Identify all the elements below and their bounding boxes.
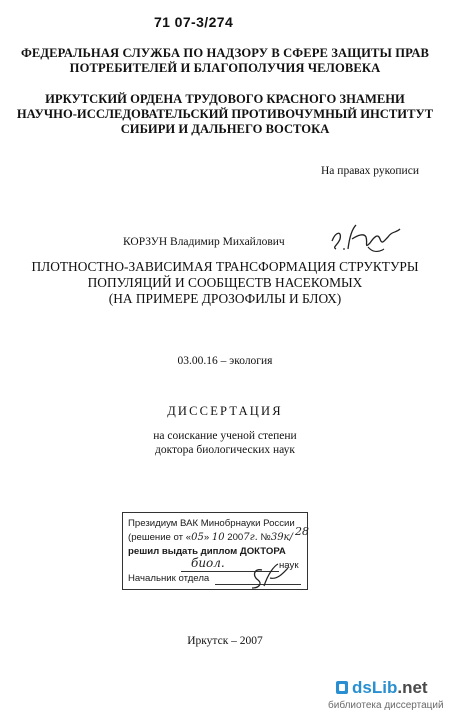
degree-line-2: доктора биологических наук — [154, 444, 295, 456]
stamp-quote: » — [203, 532, 210, 543]
dissertation-title — [0, 259, 450, 307]
stamp-number-suffix: 28 — [295, 525, 309, 538]
stamp-line-3: решил выдать диплом ДОКТОРА — [128, 546, 286, 557]
watermark-logo-main: dsLib — [352, 678, 398, 697]
institute-line-2: НАУЧНО-ИССЛЕДОВАТЕЛЬСКИЙ ПРОТИВОЧУМНЫЙ ИНСТИТУТ — [16, 107, 434, 121]
degree-line-1: на соискание ученой степени — [153, 430, 297, 442]
ministry-line-1: ФЕДЕРАЛЬНАЯ СЛУЖБА ПО НАДЗОРУ В СФЕРЕ ЗАЩИТЫ ПРАВ — [20, 46, 430, 60]
title-line-1: ПЛОТНОСТНО-ЗАВИСИМАЯ ТРАНСФОРМАЦИЯ СТРУКТУРЫ — [31, 259, 419, 274]
manuscript-note: На правах рукописи — [321, 165, 419, 177]
ministry-line-2: ПОТРЕБИТЕЛЕЙ И БЛАГОПОЛУЧИЯ ЧЕЛОВЕКА — [69, 61, 381, 75]
stamp-field-handwritten: биол. — [191, 556, 225, 570]
stamp-line-5: Начальник отдела — [128, 573, 210, 584]
stamp-day: 05 — [191, 532, 204, 543]
stamp-field-suffix: наук — [279, 560, 299, 571]
watermark-logo-ext: .net — [397, 678, 428, 697]
ministry-header — [0, 46, 450, 76]
institute-header — [0, 92, 450, 137]
title-line-3: (НА ПРИМЕРЕ ДРОЗОФИЛЫ И БЛОХ) — [108, 291, 342, 306]
author-signature — [328, 219, 406, 255]
stamp-month: 10 — [211, 532, 225, 543]
stamp-decision-prefix: (решение от « — [128, 532, 192, 543]
institute-line-1: ИРКУТСКИЙ ОРДЕНА ТРУДОВОГО КРАСНОГО ЗНАМЕНИ — [45, 92, 405, 106]
stamp-century: 200 — [227, 532, 244, 543]
city-year: Иркутск – 2007 — [187, 635, 263, 647]
stamp-year: 7г. — [243, 532, 258, 543]
specialty: 03.00.16 – экология — [177, 355, 273, 367]
title-line-2: ПОПУЛЯЦИЙ И СООБЩЕСТВ НАСЕКОМЫХ — [87, 275, 363, 290]
document-type: ДИССЕРТАЦИЯ — [167, 404, 283, 418]
stamp-line-1: Президиум ВАК Минобрнауки России — [128, 518, 295, 529]
watermark-logo — [352, 678, 428, 698]
stamp-number-sign: № — [260, 532, 271, 543]
archive-code: 71 07-3/274 — [154, 14, 234, 30]
author-name: КОРЗУН Владимир Михайлович — [123, 236, 285, 248]
stamp-number: 39к/ — [270, 532, 293, 543]
institute-line-3: СИБИРИ И ДАЛЬНЕГО ВОСТОКА — [120, 122, 330, 136]
dslib-logo-icon — [336, 681, 348, 694]
watermark-subtitle: библиотека диссертаций — [328, 700, 444, 711]
stamp-signature — [248, 560, 302, 594]
stamp-line-2 — [128, 532, 293, 543]
degree-sought — [0, 429, 450, 457]
